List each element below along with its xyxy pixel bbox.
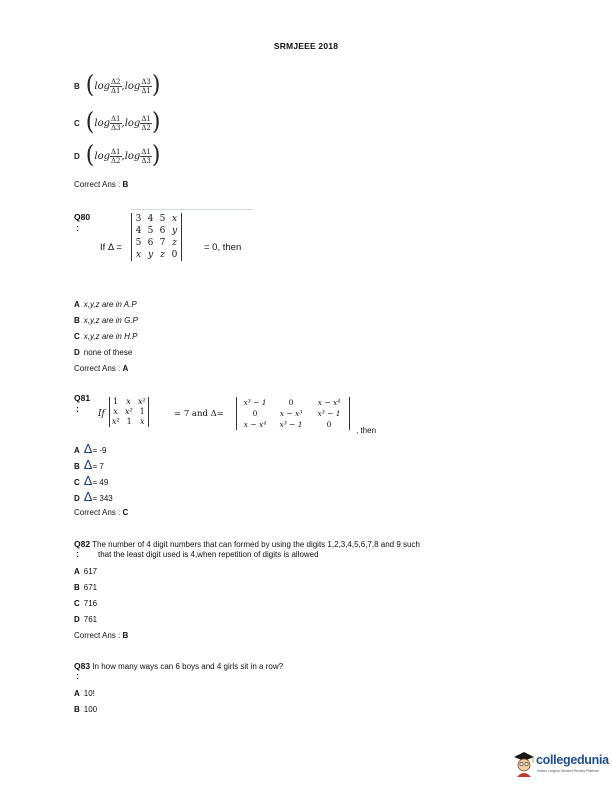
- numerator: Δ1: [111, 147, 121, 156]
- q82-option-a[interactable]: [74, 567, 97, 576]
- question-text: The number of 4 digit numbers that can formed by using the digits 1,2,3,4,5,6,7,8 and 9 such: [92, 540, 420, 549]
- logo-wordmark: collegedunia: [536, 753, 609, 767]
- left-paren: (: [85, 141, 95, 170]
- matrix-cell: x²: [112, 417, 120, 426]
- fraction: [140, 78, 152, 95]
- option-text: 10!: [83, 689, 95, 698]
- matrix-row: [239, 397, 347, 408]
- page-title: SRMJEEE 2018: [273, 41, 339, 51]
- q80-option-a[interactable]: [74, 300, 137, 309]
- matrix-cell: y: [171, 226, 178, 236]
- matrix-row: [239, 408, 347, 419]
- question-text: In how many ways can 6 boys and 4 girls sit in a row?: [92, 662, 284, 671]
- log-term: log: [124, 117, 141, 129]
- q81-correct-answer: [74, 508, 128, 517]
- option-letter: C: [74, 332, 80, 341]
- matrix-row: [239, 419, 347, 430]
- matrix-cell: x: [126, 397, 131, 406]
- fraction: [110, 78, 122, 95]
- matrix-cell: 0: [252, 409, 258, 418]
- q82-question: [74, 539, 420, 549]
- q82-correct-answer: [74, 631, 128, 640]
- log-term: log: [94, 80, 110, 92]
- option-text: = 343: [92, 494, 113, 503]
- log-term: log: [94, 117, 110, 129]
- denominator: Δ3: [141, 156, 151, 165]
- numerator: Δ2: [111, 77, 121, 86]
- graduate-mascot-icon: [512, 749, 536, 779]
- matrix-row: [112, 397, 146, 407]
- q81-option-d[interactable]: [74, 489, 113, 504]
- matrix-cell: x²: [138, 397, 146, 406]
- matrix-cell: x − x³: [279, 409, 303, 418]
- matrix-cell: x: [139, 417, 145, 426]
- option-letter: A: [74, 567, 80, 576]
- matrix-cell: 3: [135, 214, 142, 224]
- q79-correct-answer: [74, 180, 128, 189]
- right-paren: ): [151, 108, 161, 137]
- left-paren: (: [85, 108, 95, 137]
- left-paren: (: [85, 71, 95, 100]
- matrix-cell: 5: [135, 238, 142, 248]
- q83-option-b[interactable]: [74, 705, 97, 714]
- log-term: log: [124, 150, 141, 162]
- option-letter: A: [74, 689, 80, 698]
- delta-symbol: Δ: [83, 441, 93, 456]
- delta-symbol: Δ: [83, 489, 93, 504]
- option-letter: B: [74, 705, 80, 714]
- option-text: 617: [83, 567, 98, 576]
- q82-option-b[interactable]: [74, 583, 97, 592]
- delta-symbol: Δ: [83, 457, 93, 472]
- fraction: [140, 148, 152, 165]
- fraction: [140, 115, 152, 132]
- matrix-cell: 0: [171, 250, 178, 260]
- comma: ,: [121, 150, 125, 162]
- matrix-cell: 5: [159, 214, 166, 224]
- matrix-row: [135, 213, 178, 225]
- q80-correct-answer: [74, 364, 128, 373]
- logo-tagline: India's Largest Student Review Platform: [537, 769, 600, 773]
- q79-option-d[interactable]: [74, 141, 161, 170]
- q81-option-c[interactable]: [74, 473, 108, 488]
- matrix-cell: x − x⁴: [243, 420, 267, 429]
- right-paren: ): [151, 141, 161, 170]
- option-text: = -9: [92, 446, 107, 455]
- q80-prefix: If Δ =: [100, 242, 122, 253]
- option-letter: B: [74, 462, 80, 471]
- question-number: Q83: [74, 661, 91, 671]
- log-term: log: [94, 150, 110, 162]
- q81-option-a[interactable]: [74, 441, 106, 456]
- q80-determinant: [131, 213, 182, 262]
- matrix-cell: x: [113, 407, 118, 416]
- correct-answer-value: B: [122, 631, 129, 640]
- matrix-cell: 6: [159, 226, 166, 236]
- question-text-continued: that the least digit used is 4,when repetition of digits is allowed: [98, 550, 319, 559]
- q81-determinant-1: [109, 397, 149, 429]
- matrix-cell: 6: [147, 238, 154, 248]
- matrix-row: [112, 407, 146, 417]
- option-letter: C: [74, 599, 80, 608]
- q82-option-c[interactable]: [74, 599, 97, 608]
- matrix-cell: 7: [159, 238, 166, 248]
- question-number: Q80: [74, 212, 91, 222]
- matrix-cell: 1: [126, 417, 132, 426]
- q81-suffix: , then: [356, 426, 377, 435]
- option-text: 761: [83, 615, 98, 624]
- q80-option-b[interactable]: [74, 316, 138, 325]
- q80-option-d[interactable]: [74, 348, 132, 357]
- matrix-cell: 4: [135, 226, 142, 236]
- q81-if: If: [98, 409, 105, 419]
- matrix-cell: x³ − 1: [317, 409, 341, 418]
- matrix-row: [135, 225, 178, 237]
- numerator: Δ1: [111, 114, 121, 123]
- q81-middle: = 7 and Δ=: [174, 409, 224, 419]
- numerator: Δ3: [141, 77, 151, 86]
- matrix-cell: x: [135, 250, 142, 260]
- matrix-cell: x − x⁴: [317, 398, 341, 407]
- option-letter: B: [74, 81, 80, 91]
- question-number: Q82: [74, 539, 91, 549]
- matrix-row: [135, 249, 178, 261]
- question-colon: :: [76, 671, 79, 681]
- q79-option-b[interactable]: [74, 71, 161, 100]
- matrix-cell: x³ − 1: [243, 398, 267, 407]
- denominator: Δ2: [111, 156, 121, 165]
- matrix-cell: z: [160, 250, 165, 260]
- option-letter: D: [74, 151, 80, 161]
- q83-option-a[interactable]: [74, 689, 95, 698]
- option-text: 716: [83, 599, 98, 608]
- fraction: [110, 148, 122, 165]
- q79-option-c[interactable]: [74, 108, 161, 137]
- option-letter: C: [74, 478, 80, 487]
- matrix-cell: 0: [288, 398, 294, 407]
- matrix-cell: 5: [147, 226, 154, 236]
- numerator: Δ1: [141, 147, 151, 156]
- correct-answer-label: Correct Ans :: [74, 631, 121, 640]
- q82-option-d[interactable]: [74, 615, 97, 624]
- divider: [131, 209, 253, 210]
- correct-answer-value: A: [122, 364, 129, 373]
- q83-question: [74, 661, 283, 671]
- option-text: x,y,z are in G.P: [83, 316, 138, 325]
- option-letter: D: [74, 615, 80, 624]
- option-text: 100: [83, 705, 98, 714]
- q80-suffix: = 0, then: [204, 242, 242, 253]
- denominator: Δ1: [141, 86, 151, 95]
- option-letter: D: [74, 348, 80, 357]
- question-colon: :: [76, 223, 79, 233]
- matrix-cell: 1: [112, 397, 119, 406]
- matrix-cell: x³ − 1: [279, 420, 303, 429]
- q81-determinant-2: [236, 397, 350, 432]
- matrix-row: [112, 417, 146, 427]
- option-letter: D: [74, 494, 80, 503]
- option-letter: A: [74, 446, 80, 455]
- correct-answer-label: Correct Ans :: [74, 364, 121, 373]
- determinant-matrix: [131, 213, 182, 261]
- matrix-cell: 0: [326, 420, 332, 429]
- numerator: Δ1: [141, 114, 151, 123]
- option-text: none of these: [83, 348, 133, 357]
- matrix-cell: x²: [125, 407, 133, 416]
- correct-answer-value: B: [122, 180, 129, 189]
- matrix-cell: 4: [147, 214, 154, 224]
- option-letter: B: [74, 583, 80, 592]
- determinant-matrix: [236, 397, 350, 430]
- q81-option-b[interactable]: [74, 457, 104, 472]
- q80-option-c[interactable]: [74, 332, 137, 341]
- option-text: x,y,z are in A.P: [83, 300, 137, 309]
- correct-answer-label: Correct Ans :: [74, 508, 121, 517]
- denominator: Δ2: [141, 123, 151, 132]
- option-text: x,y,z are in H.P: [83, 332, 138, 341]
- question-colon: :: [76, 404, 79, 414]
- matrix-cell: z: [172, 238, 177, 248]
- option-letter: C: [74, 118, 80, 128]
- right-paren: ): [151, 71, 161, 100]
- determinant-matrix: [109, 397, 149, 427]
- correct-answer-value: C: [122, 508, 129, 517]
- delta-symbol: Δ: [83, 473, 93, 488]
- option-text: 671: [83, 583, 98, 592]
- option-text: = 49: [92, 478, 109, 487]
- matrix-cell: y: [147, 250, 154, 260]
- log-term: log: [124, 80, 141, 92]
- question-number: Q81: [74, 393, 91, 403]
- option-text: = 7: [92, 462, 104, 471]
- collegedunia-logo[interactable]: [512, 749, 609, 781]
- comma: ,: [121, 80, 125, 92]
- denominator: Δ3: [111, 123, 121, 132]
- option-letter: A: [74, 300, 80, 309]
- option-letter: B: [74, 316, 80, 325]
- matrix-row: [135, 237, 178, 249]
- fraction: [110, 115, 122, 132]
- comma: ,: [121, 117, 125, 129]
- matrix-cell: 1: [139, 407, 145, 416]
- question-colon: :: [76, 549, 79, 559]
- matrix-cell: x: [171, 214, 178, 224]
- correct-answer-label: Correct Ans :: [74, 180, 121, 189]
- denominator: Δ1: [111, 86, 121, 95]
